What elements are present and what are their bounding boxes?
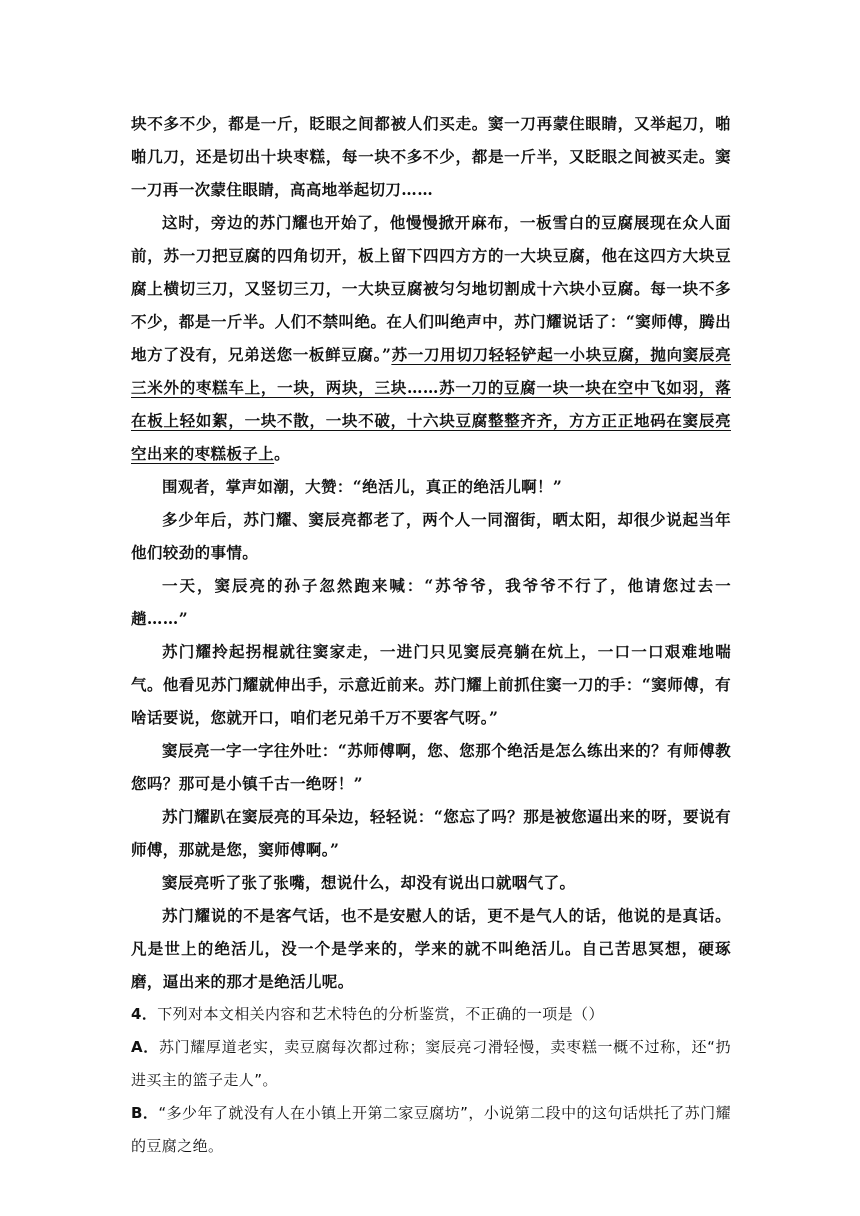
paragraph-2 — [131, 206, 731, 470]
paragraph-2-end: 。 — [274, 444, 291, 463]
option-a-label: A． — [131, 1038, 159, 1056]
paragraph-10: 苏门耀说的不是客气话，也不是安慰人的话，更不是气人的话，他说的是真话。凡是世上的绝活儿，没一个是学来的，学来的就不叫绝活儿。自己苦思冥想，硬琢磨，逼出来的那才是绝活儿呢。 — [131, 906, 731, 991]
option-a — [131, 1031, 731, 1097]
underlined-passage: 苏一刀用切刀轻轻铲起一小块豆腐，抛向窦辰亮三米外的枣糕车上，一块，两块，三块……苏一刀的豆腐一块一块在空中飞如羽，落在板上轻如絮，一块不散，一块不破，十六块豆腐整整齐齐，方方正正地码在窦辰亮空出来的枣糕板子上 — [131, 345, 732, 463]
question-stem — [131, 998, 731, 1031]
paragraph-8: 苏门耀趴在窦辰亮的耳朵边，轻轻说：“您忘了吗？那是被您逼出来的呀，要说有师傅，那就是您，窦师傅啊。” — [131, 807, 731, 859]
option-a-text: 苏门耀厚道老实，卖豆腐每次都过称；窦辰亮刁滑轻慢，卖枣糕一概不过称，还“扔进买主的篮子走人”。 — [131, 1038, 731, 1089]
paragraph-5: 一天，窦辰亮的孙子忽然跑来喊：“苏爷爷，我爷爷不行了，他请您过去一趟……” — [131, 576, 731, 628]
paragraph-3: 围观者，掌声如潮，大赞：“绝活儿，真正的绝活儿啊！” — [162, 477, 563, 496]
option-b — [131, 1097, 731, 1163]
paragraph-7: 窦辰亮一字一字往外吐：“苏师傅啊，您、您那个绝活是怎么练出来的？有师傅教您吗？那可是小镇千古一绝呀！” — [131, 741, 731, 793]
option-b-text: “多少年了就没有人在小镇上开第二家豆腐坊”，小说第二段中的这句话烘托了苏门耀的豆腐之绝。 — [131, 1104, 732, 1155]
paragraph-4: 多少年后，苏门耀、窦辰亮都老了，两个人一同溜街，晒太阳，却很少说起当年他们较劲的事情。 — [131, 510, 731, 562]
paragraph-9: 窦辰亮听了张了张嘴，想说什么，却没有说出口就咽气了。 — [162, 873, 576, 892]
question-number: 4． — [131, 1005, 158, 1023]
paragraph-1: 块不多不少，都是一斤，眨眼之间都被人们买走。窦一刀再蒙住眼睛，又举起刀，啪啪几刀，还是切出十块枣糕，每一块不多不少，都是一斤半，又眨眼之间被买走。窦一刀再一次蒙住眼睛，高高地举起切刀…… — [131, 114, 731, 199]
story-text — [131, 107, 731, 1163]
option-b-label: B． — [131, 1104, 159, 1122]
question-stem-text: 下列对本文相关内容和艺术特色的分析鉴赏，不正确的一项是（） — [157, 1005, 604, 1023]
paragraph-6: 苏门耀拎起拐棍就往窦家走，一进门只见窦辰亮躺在炕上，一口一口艰难地喘气。他看见苏门耀就伸出手，示意近前来。苏门耀上前抓住窦一刀的手：“窦师傅，有啥话要说，您就开口，咱们老兄弟千万不要客气呀。” — [131, 642, 731, 727]
paragraph-2-text: 这时，旁边的苏门耀也开始了，他慢慢掀开麻布，一板雪白的豆腐展现在众人面前，苏一刀把豆腐的四角切开，板上留下四四方方的一大块豆腐，他在这四方大块豆腐上横切三刀，又竖切三刀，一大块豆腐被匀匀地切割成十六块小豆腐。每一块不多不少，都是一斤半。人们不禁叫绝。在人们叫绝声中，苏门耀说话了：“窦师傅，腾出地方了没有，兄弟送您一板鲜豆腐。” — [131, 213, 731, 364]
